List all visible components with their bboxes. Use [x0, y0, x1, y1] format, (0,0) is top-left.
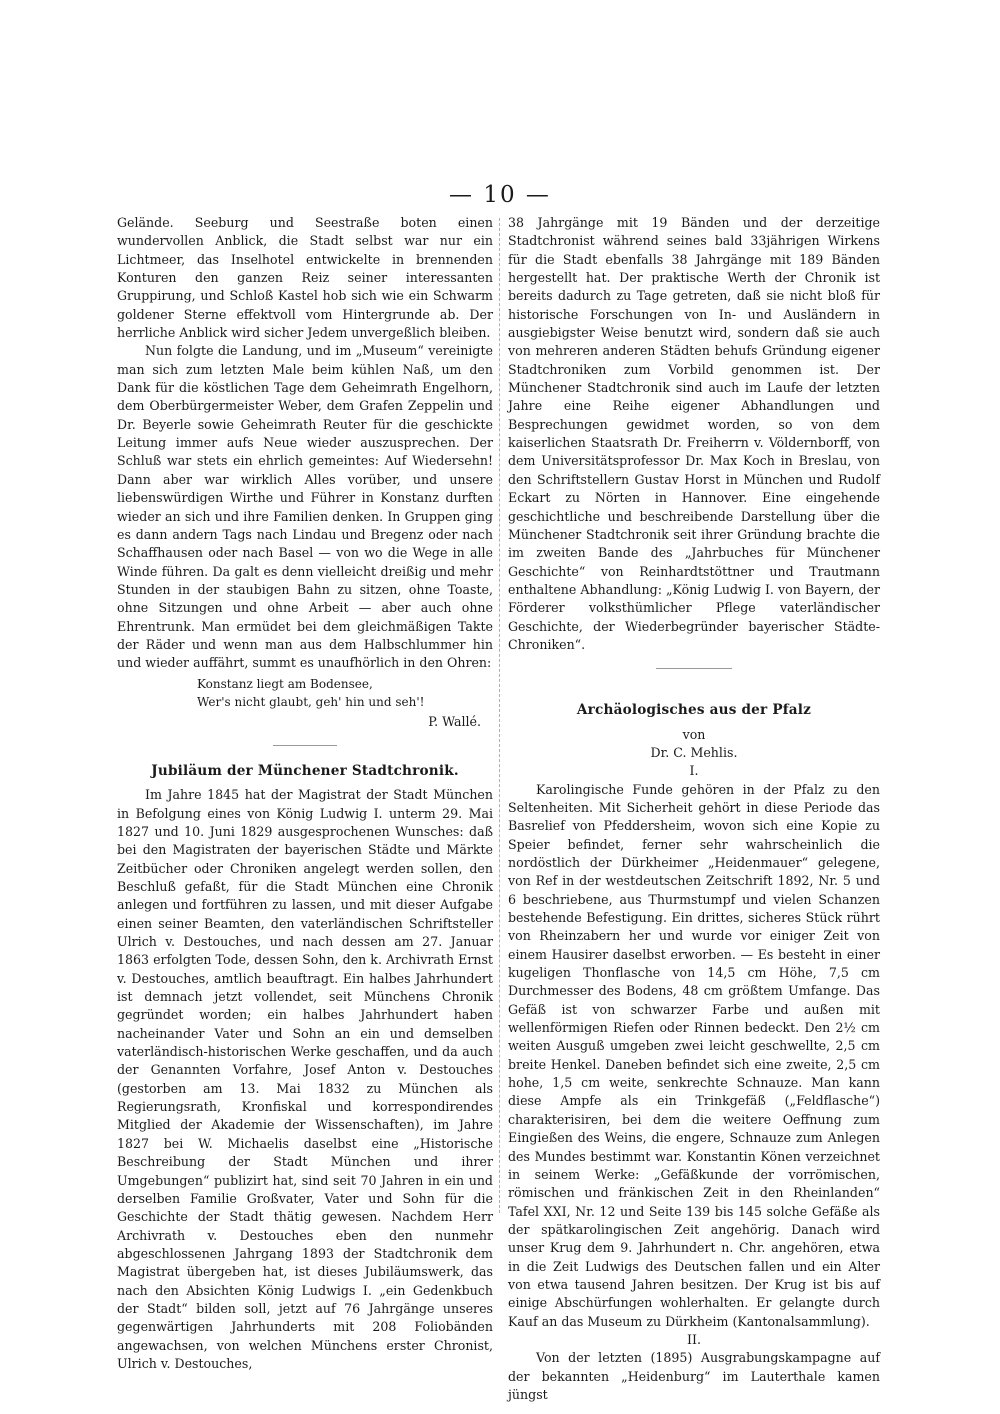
- signature: P. Wallé.: [428, 713, 481, 729]
- page-number: — 10 —: [449, 182, 551, 208]
- left-column: [117, 214, 493, 1373]
- paragraph: 38 Jahrgänge mit 19 Bänden und der derzeitige Stadtchronist während seines bald 33jährigen Wirkens für die Stadt ebenfalls 38 Jahrgänge mit 189 Bänden hergestellt hat. Der praktische Werth der Chronik ist bereits dadurch zu Tage getreten, daß sie nicht bloß für historische Forschungen von In- und Ausländern in ausgiebigster Weise benutzt wird, sondern daß sie auch von mehreren anderen Städten behufs Gründung eigener Stadtchroniken zum Vorbild genommen ist. Der Münchener Stadtchronik sind auch im Laufe der letzten Jahre eine Reihe eigener Abhandlungen und Besprechungen gewidmet worden, so von dem kaiserlichen Staatsrath Dr. Freiherrn v. Völdernborff, von dem Universitätsprofessor Dr. Max Koch in Breslau, von den Schriftstellern Gustav Horst in München und Rudolf Eckart zu Nörten in Hannover. Eine eingehende geschichtliche und beschreibende Darstellung über die Münchener Stadtchronik seit ihrer Gründung brachte die im zweiten Bande des „Jahrbuches für Münchener Geschichte“ von Reinhardtstöttner und Trautmann enthaltene Abhandlung: „König Ludwig I. von Bayern, der Förderer volksthümlicher Pflege vaterländischer Geschichte, der Wiederbegründer bayerischer Städte-Chroniken“.: [508, 215, 880, 652]
- paragraph: Von der letzten (1895) Ausgrabungskampagne auf der bekannten „Heidenburg“ im Lauterthale kamen jüngst: [508, 1350, 880, 1402]
- paragraph: Karolingische Funde gehören in der Pfalz zu den Seltenheiten. Mit Sicherheit gehört in diese Periode das Basrelief von Pfeddersheim, wovon sich eine Kopie zu Speier befindet, ferner sehr wahrscheinlich die nordöstlich der Dürkheimer „Heidenmauer“ gelegene, von Ref in der westdeutschen Zeitschrift 1892, Nr. 5 und 6 beschriebene, aus Thurmstumpf und vielen Schanzen bestehende Befestigung. Ein drittes, sicheres Stück rührt von Rheinzabern her und wurde vor einiger Zeit von einem Hausirer daselbst erworben. — Es besteht in einer kugeligen Thonflasche von 14,5 cm Höhe, 7,5 cm Durchmesser des Bodens, 48 cm größtem Umfange. Das Gefäß ist von schwarzer Farbe und außen mit wellenförmigen Riefen oder Rinnen bedeckt. Den 2½ cm weiten Ausguß umgeben zwei leicht geschwellte, 2,5 cm breite Henkel. Daneben befindet sich eine zweite, 2,5 cm hohe, 1,5 cm weite, senkrechte Schnauze. Man kann diese Ampfe als ein Trinkgefäß („Feldflasche“) charakterisiren, bei dem die weitere Oeffnung zum Eingießen des Weins, die engere, Schnauze zum Anlegen des Mundes bestimmt war. Konstantin Könen verzeichnet in seinem Werke: „Gefäßkunde der vorrömischen, römischen und fränkischen Zeit in den Rheinlanden“ Tafel XXI, Nr. 12 und Seite 139 bis 145 solche Gefäße als der spätkarolingischen Zeit angehörig. Danach wird unser Krug dem 9. Jahrhundert n. Chr. angehören, etwa in die Zeit Ludwigs des Deutschen fallen und ein Alter von etwa tausend Jahren besitzen. Der Krug ist bis auf einige Abschürfungen wohlerhalten. Er gelangte durch Kauf an das Museum zu Dürkheim (Kantonalsammlung).: [508, 781, 880, 1329]
- paragraph: Im Jahre 1845 hat der Magistrat der Stadt München in Befolgung eines von König Ludwig I. unterm 29. Mai 1827 und 10. Juni 1829 ausgesprochenen Wunsches: daß bei den Magistraten der bayerischen Städte und Märkte Zeitbücher oder Chroniken angelegt werden sollen, den Beschluß gefaßt, für die Stadt München eine Chronik anlegen und fortführen zu lassen, und mit dieser Aufgabe einen seiner Beamten, den vaterländischen Schriftsteller Ulrich v. Destouches, und nach dessen am 27. Januar 1863 erfolgten Tode, dessen Sohn, den k. Archivrath Ernst v. Destouches, amtlich beauftragt. Ein halbes Jahrhundert ist demnach jetzt vollendet, seit Münchens Chronik gegründet worden; ein halbes Jahrhundert haben nacheinander Vater und Sohn an ein und demselben vaterländisch-historischen Werke geschaffen, und da auch der Genannten Vorfahre, Josef Anton v. Destouches (gestorben am 13. Mai 1832 zu München als Regierungsrath, Kronfiskal und korrespondirendes Mitglied der Akademie der Wissenschaften), im Jahre 1827 bei W. Michaelis daselbst eine „Historische Beschreibung der Stadt München und ihrer Umgebungen“ publizirt hat, sind seit 70 Jahren in ein und derselben Familie Großvater, Vater und Sohn für die Geschichte der Stadt thätig gewesen. Nachdem Herr Archivrath v. Destouches eben den nunmehr abgeschlossenen Jahrgang 1893 der Stadtchronik dem Magistrat übergeben hat, ist dieses Jubiläumswerk, das nach den Absichten König Ludwigs I. „ein Gedenkbuch der Stadt“ bilden soll, jetzt auf 76 Jahrgänge unseres gegenwärtigen Jahrhunderts mit 208 Foliobänden angewachsen, von welchen Münchens erster Chronist, Ulrich v. Destouches,: [117, 787, 493, 1371]
- article-title: Archäologisches aus der Pfalz: [576, 702, 812, 719]
- article-title: Jubiläum der Münchener Stadtchronik.: [151, 762, 459, 779]
- section-number: I.: [689, 763, 699, 779]
- paragraph: Gelände. Seeburg und Seestraße boten einen wundervollen Anblick, die Stadt selbst war nur ein Lichtmeer, das Inselhotel entwickelte in brennenden Konturen den ganzen Reiz seiner interessanten Gruppirung, und Schloß Kastel hob sich wie ein Schwarm goldener Sterne effektvoll vom Hintergrunde ab. Der herrliche Anblick wird sicher Jedem unvergeßlich bleiben.: [117, 215, 493, 341]
- author: Dr. C. Mehlis.: [650, 744, 738, 760]
- poem-line: Wer's nicht glaubt, geh' hin und seh'!: [197, 694, 425, 709]
- poem: [117, 675, 493, 711]
- separator: [656, 668, 732, 669]
- byline: von: [682, 726, 706, 742]
- section-number: II.: [687, 1331, 701, 1347]
- poem-line: Konstanz liegt am Bodensee,: [197, 676, 373, 691]
- separator: [273, 745, 337, 746]
- paragraph: Nun folgte die Landung, und im „Museum“ vereinigte man sich zum letzten Male beim kühlen Naß, um den Dank für die köstlichen Tage dem Geheimrath Engelhorn, dem Oberbürgermeister Weber, dem Grafen Zeppelin und Dr. Beyerle sowie Geheimrath Reuter für die geschickte Leitung immer aufs Neue wieder auszusprechen. Der Schluß war stets ein ehrlich gemeintes: Auf Wiedersehn! Dann aber war wirklich Alles vorüber, und unsere liebenswürdigen Wirthe und Führer in Konstanz durften wieder an sich und ihre Familien denken. In Gruppen ging es dann andern Tags nach Lindau und Bregenz oder nach Schaffhausen oder nach Basel — von wo die Wege in alle Winde führen. Da galt es denn vielleicht dreißig und mehr Stunden in der staubigen Bahn zu sitzen, ohne Toaste, ohne Sitzungen und ohne Arbeit — aber auch ohne Ehrentrunk. Man ermüdet bei dem gleichmäßigen Takte der Räder und wenn man aus dem Halbschlummer hin und wieder auffährt, summt es unaufhörlich in den Ohren:: [117, 343, 493, 671]
- right-column: [508, 214, 880, 1404]
- column-divider: [499, 218, 500, 1213]
